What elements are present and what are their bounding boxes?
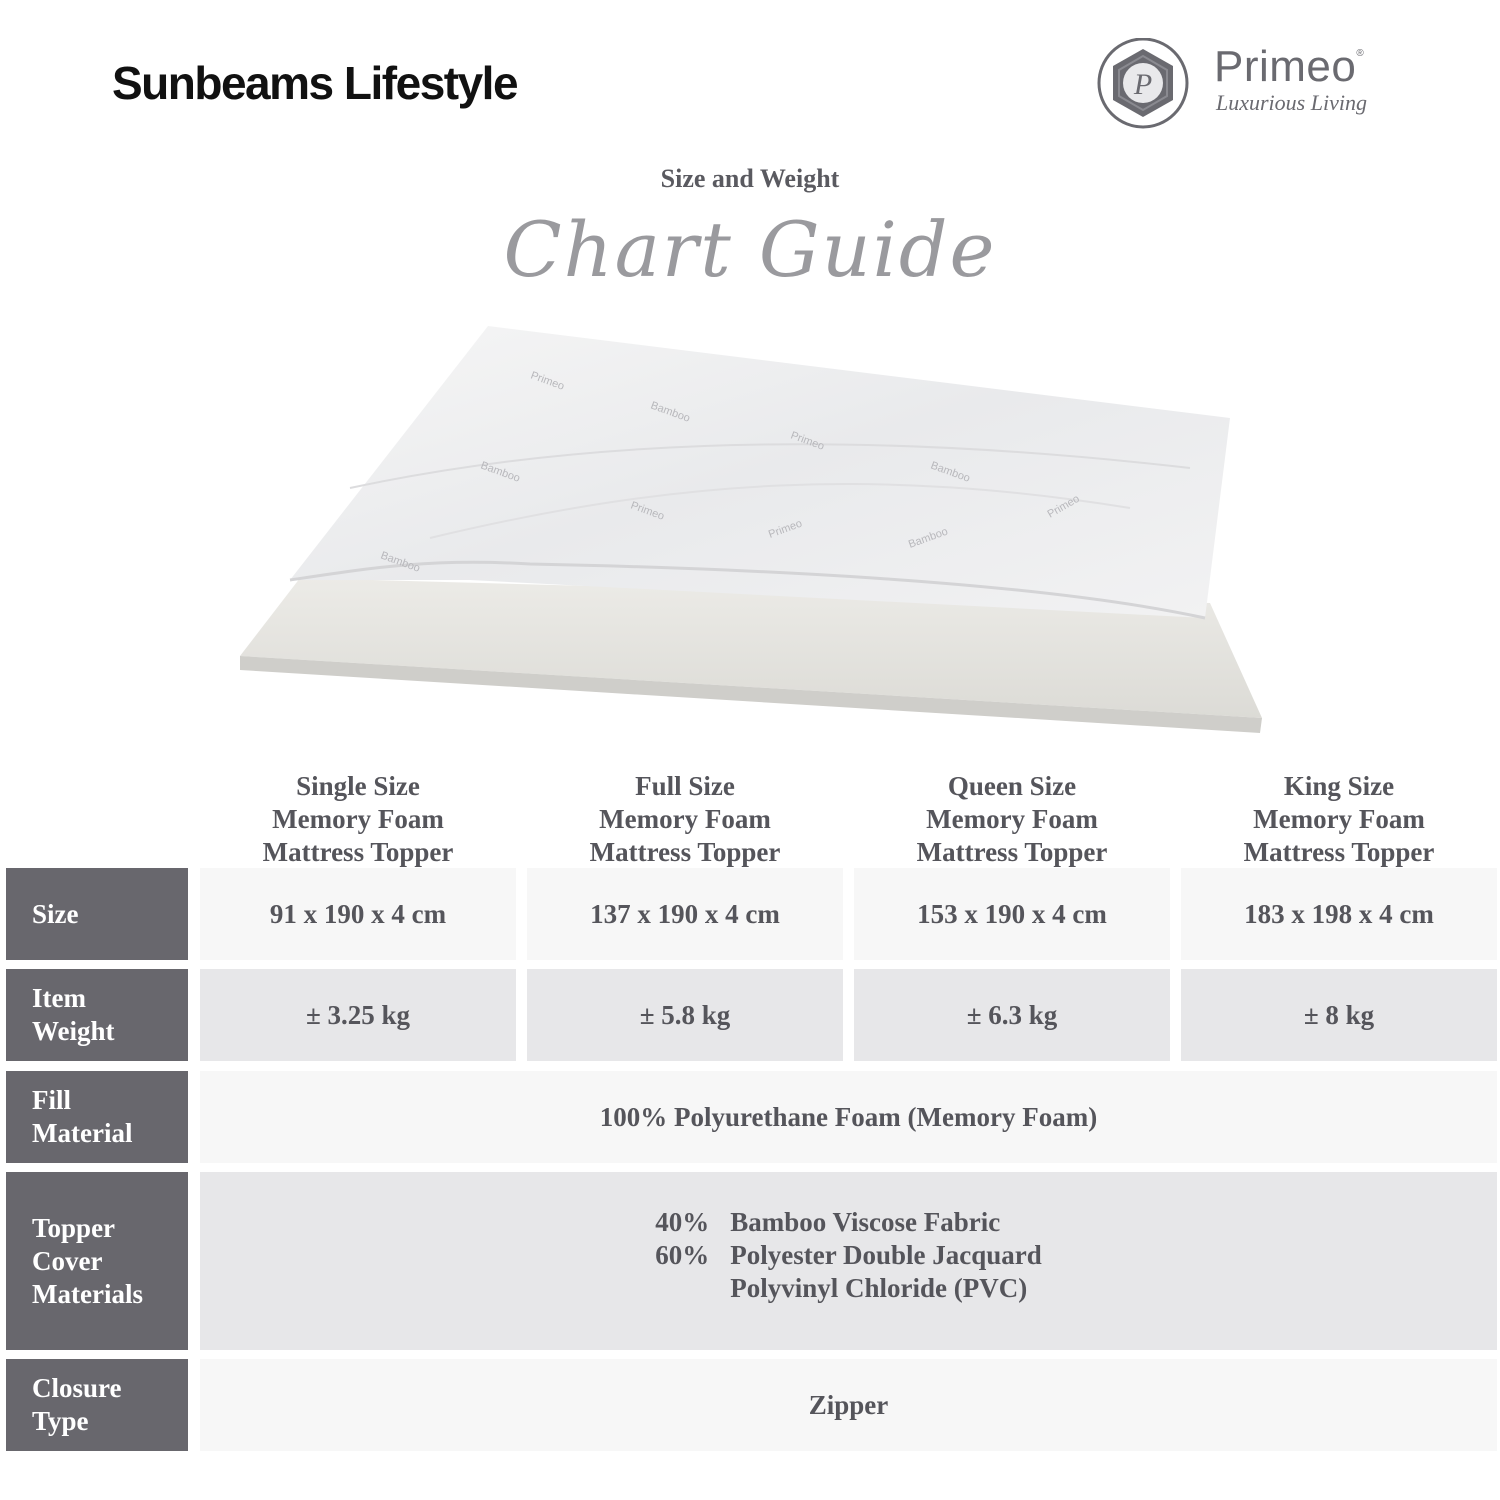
svg-text:Primeo: Primeo <box>1045 492 1082 521</box>
svg-text:P: P <box>1133 68 1153 101</box>
primeo-logo-tagline: Luxurious Living <box>1216 90 1367 115</box>
fill-material-cell: 100% Polyurethane Foam (Memory Foam) <box>200 1071 1497 1163</box>
weight-cell-full: ± 5.8 kg <box>527 969 843 1061</box>
primeo-logo <box>1096 38 1396 130</box>
weight-cell-king: ± 8 kg <box>1181 969 1497 1061</box>
svg-text:Primeo: Primeo <box>788 429 826 453</box>
svg-text:Primeo: Primeo <box>528 369 566 393</box>
size-cell-full: 137 x 190 x 4 cm <box>527 868 843 960</box>
size-cell-single: 91 x 190 x 4 cm <box>200 868 516 960</box>
svg-text:Bamboo: Bamboo <box>648 399 692 425</box>
size-cell-queen: 153 x 190 x 4 cm <box>854 868 1170 960</box>
svg-text:Bamboo: Bamboo <box>478 459 522 485</box>
cover-line: 40% Bamboo Viscose Fabric <box>655 1206 1001 1237</box>
weight-cell-single: ± 3.25 kg <box>200 969 516 1061</box>
subtitle: Size and Weight <box>660 164 840 193</box>
brand-name: Sunbeams Lifestyle <box>112 57 518 109</box>
column-header-king: King Size Memory Foam Mattress Topper <box>1243 771 1435 867</box>
mattress-topper-image <box>230 318 1280 753</box>
column-header-queen: Queen Size Memory Foam Mattress Topper <box>916 771 1108 867</box>
svg-text:Primeo: Primeo <box>628 499 666 523</box>
primeo-logo-name: Primeo® <box>1214 42 1365 91</box>
size-cell-king: 183 x 198 x 4 cm <box>1181 868 1497 960</box>
row-label-cover: Topper Cover Materials <box>6 1172 188 1350</box>
svg-text:Bamboo: Bamboo <box>906 525 950 551</box>
cover-line: 60% Polyester Double Jacquard <box>655 1239 1042 1270</box>
row-label-closure: Closure Type <box>6 1359 188 1451</box>
row-label-fill: Fill Material <box>6 1071 188 1163</box>
column-header-single: Single Size Memory Foam Mattress Topper <box>262 771 454 867</box>
chart-guide-title: Chart Guide <box>503 205 997 294</box>
primeo-emblem-icon <box>1096 38 1196 138</box>
cover-line: Polyvinyl Chloride (PVC) <box>730 1272 1028 1303</box>
row-label-weight: Item Weight <box>6 969 188 1061</box>
weight-cell-queen: ± 6.3 kg <box>854 969 1170 1061</box>
column-header-full: Full Size Memory Foam Mattress Topper <box>589 771 781 867</box>
row-label-size: Size <box>6 868 188 960</box>
cover-materials-cell <box>200 1172 1497 1350</box>
closure-type-cell: Zipper <box>200 1359 1497 1451</box>
svg-text:Primeo: Primeo <box>766 517 804 541</box>
svg-text:Bamboo: Bamboo <box>928 459 972 485</box>
svg-text:Bamboo: Bamboo <box>378 549 422 575</box>
